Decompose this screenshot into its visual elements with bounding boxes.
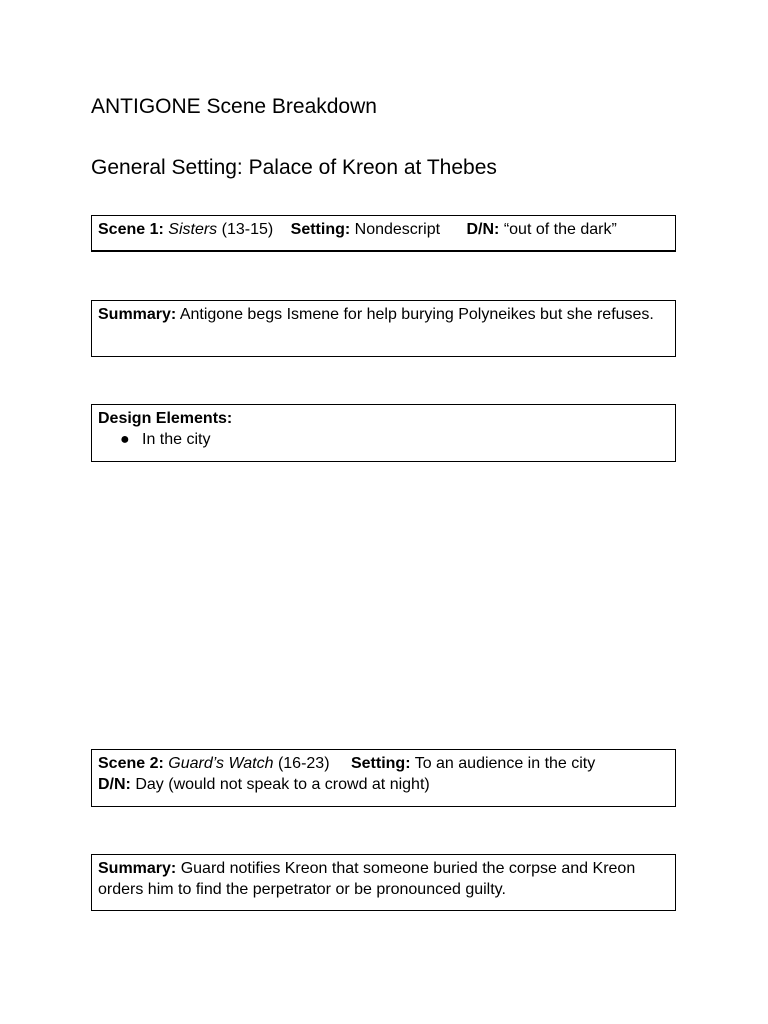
scene-1-setting-value: Nondescript: [354, 221, 441, 238]
scene-1-design-elements-box: [91, 404, 676, 462]
scene-2-name: Guard’s Watch: [168, 755, 274, 772]
scene-1-pages: (13-15): [221, 221, 274, 238]
scene-1-summary-label: Summary:: [98, 306, 177, 323]
scene-2-dn-value: Day (would not speak to a crowd at night): [135, 775, 430, 793]
scene-2-dn-label: D/N:: [98, 775, 131, 793]
scene-1-summary-box: [91, 300, 676, 357]
scene-2-pages: (16-23): [277, 755, 330, 772]
scene-1-design-elements-label: Design Elements:: [98, 410, 233, 427]
scene-2-summary-label: Summary:: [98, 860, 177, 877]
scene-1-dn-value: “out of the dark”: [503, 221, 617, 238]
scene-1-dn-label: D/N:: [466, 221, 500, 238]
scene-2-label: Scene 2:: [98, 755, 164, 772]
scene-1-header-box: [91, 215, 676, 252]
scene-2-summary-box: [91, 854, 676, 911]
scene-2-setting-label: Setting:: [350, 755, 411, 772]
list-item: [120, 430, 669, 451]
scene-1-setting-label: Setting:: [290, 221, 351, 238]
scene-1-label: Scene 1:: [98, 221, 164, 238]
scene-1-summary-text: Antigone begs Ismene for help burying Polyneikes but she refuses.: [179, 306, 654, 323]
scene-1-name: Sisters: [168, 221, 218, 238]
design-elements-list: [98, 430, 669, 451]
bullet-icon: ●: [120, 430, 130, 448]
scene-2-setting-value: To an audience in the city: [414, 755, 596, 772]
document-title: ANTIGONE Scene Breakdown: [91, 95, 377, 118]
design-element-text: In the city: [142, 430, 211, 448]
scene-2-header-box: [91, 749, 676, 807]
general-setting-heading: General Setting: Palace of Kreon at Thebes: [91, 156, 497, 179]
scene-2-summary-text: Guard notifies Kreon that someone buried the corpse and Kreon orders him to find the perpetrator or be pronounced guilty.: [98, 860, 636, 898]
